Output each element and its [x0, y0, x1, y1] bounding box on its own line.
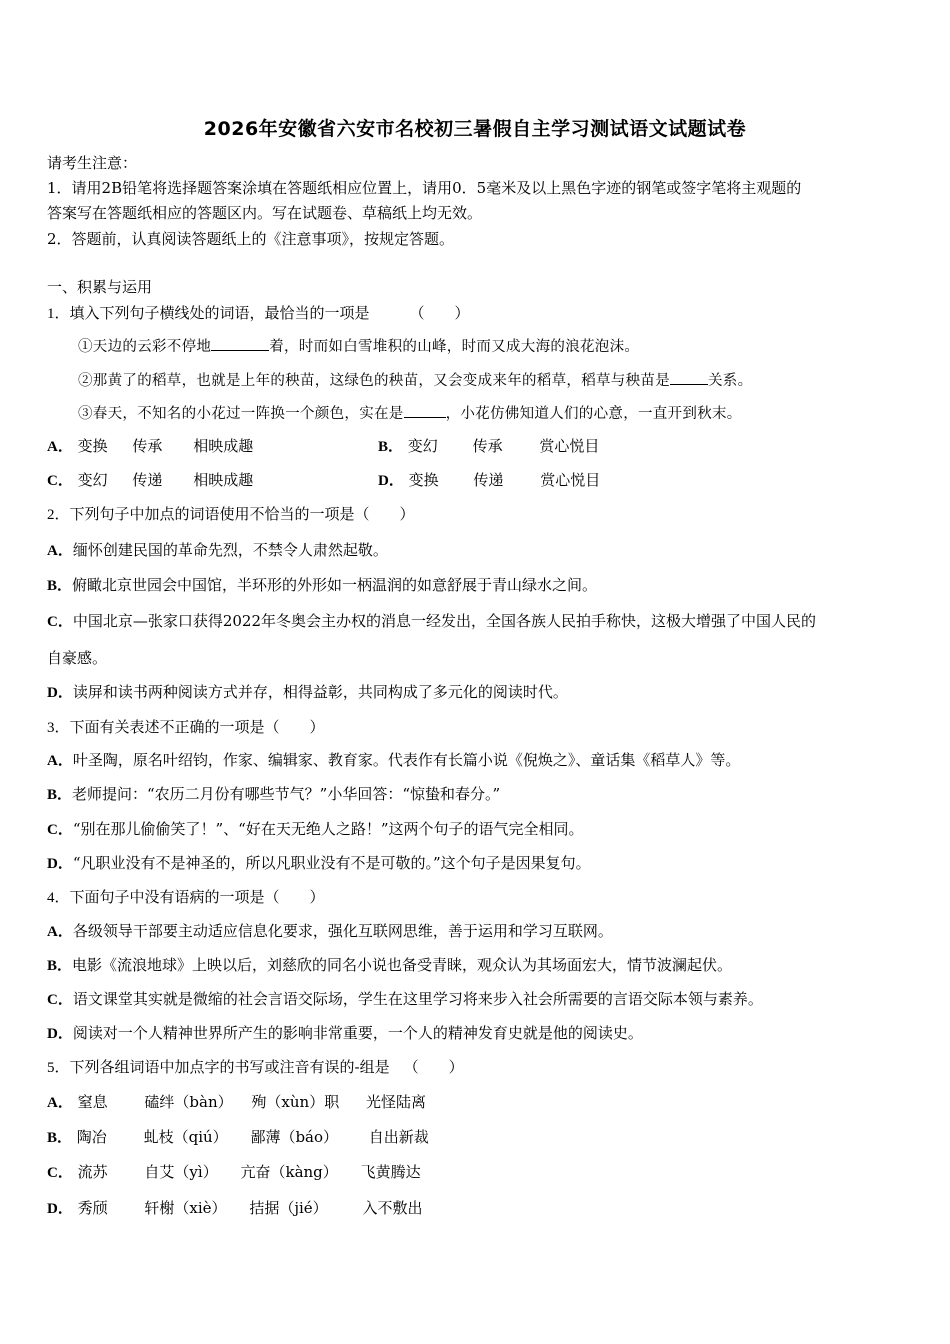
option-word: 传递 [132, 471, 163, 489]
q4-option-c[interactable] [47, 988, 763, 1009]
section-heading: 一、积累与运用 [47, 278, 153, 296]
q1-sentence-3 [78, 402, 742, 423]
option-label: A． [47, 753, 73, 769]
q3-option-c[interactable] [47, 818, 584, 839]
option-word: 拮据（jié） [249, 1199, 328, 1217]
option-word: 陶冶 [76, 1128, 107, 1146]
q1-option-b[interactable] [378, 435, 599, 456]
option-text: 电影《流浪地球》上映以后，刘慈欣的同名小说也备受青睐，观众认为其场面宏大，情节波澜起伏。 [72, 956, 733, 974]
q3-option-a[interactable] [47, 749, 740, 770]
q2-option-c[interactable] [47, 610, 816, 631]
question-number: 4． [47, 890, 70, 906]
option-label: C． [47, 822, 73, 838]
notice-item-1-line-2: 答案写在答题纸相应的答题区内。写在试题卷、草稿纸上均无效。 [47, 204, 483, 222]
question-4 [47, 886, 325, 907]
option-text: 阅读对一个人精神世界所产生的影响非常重要，一个人的精神发育史就是他的阅读史。 [72, 1024, 643, 1042]
option-text: 叶圣陶，原名叶绍钧，作家、编辑家、教育家。代表作有长篇小说《倪焕之》、童话集《稻草人》等。 [72, 751, 741, 769]
q1-sentence-2 [78, 369, 752, 390]
option-label: C． [47, 614, 73, 630]
option-label: A． [47, 1095, 73, 1111]
option-word: 飞黄腾达 [360, 1163, 421, 1181]
option-word: 光怪陆离 [365, 1093, 426, 1111]
option-word: 传承 [472, 437, 503, 455]
sentence-text: ，小花仿佛知道人们的心意，一直开到秋末。 [445, 406, 742, 422]
option-label: D． [47, 1026, 73, 1042]
question-number: 1． [47, 306, 70, 322]
answer-paren: （ ） [409, 304, 470, 322]
question-number: 2． [47, 507, 70, 523]
option-label: B． [47, 578, 73, 594]
option-word: 赏心悦目 [540, 471, 601, 489]
question-stem: 下列句子中加点的词语使用不恰当的一项是（ ） [69, 505, 415, 523]
q1-option-a[interactable] [47, 435, 253, 456]
option-word: 变换 [408, 471, 439, 489]
option-label: A． [47, 543, 73, 559]
option-word: 窒息 [77, 1093, 108, 1111]
option-word: 殉（xùn）职 [251, 1093, 340, 1111]
fill-blank [670, 370, 708, 385]
q5-option-d[interactable] [47, 1197, 422, 1218]
option-text: 老师提问：“农历二月份有哪些节气？”小华回答：“惊蛰和春分。” [72, 785, 501, 803]
option-word: 自出新裁 [368, 1128, 429, 1146]
q4-option-b[interactable] [47, 954, 732, 975]
option-text: 俯瞰北京世园会中国馆，半环形的外形如一柄温润的如意舒展于青山绿水之间。 [72, 576, 598, 594]
q2-option-a[interactable] [47, 539, 388, 560]
option-word: 自艾（yì） [144, 1163, 218, 1181]
q2-option-d[interactable] [47, 681, 568, 702]
q1-sentence-1 [78, 335, 639, 356]
option-text: 语文课堂其实就是微缩的社会言语交际场，学生在这里学习将来步入社会所需要的言语交际本领与素养。 [72, 990, 763, 1008]
q3-option-d[interactable] [47, 852, 591, 873]
option-text: “别在那儿偷偷笑了！”、“好在天无绝人之路！”这两个句子的语气完全相同。 [72, 820, 584, 838]
option-label: C． [47, 992, 73, 1008]
question-number: 3． [47, 720, 70, 736]
option-word: 传递 [473, 471, 504, 489]
fill-blank [404, 403, 446, 418]
option-text: “凡职业没有不是神圣的，所以凡职业没有不是可敬的。”这个句子是因果复句。 [72, 854, 591, 872]
option-word: 秀颀 [77, 1199, 108, 1217]
notice-heading: 请考生注意： [47, 154, 138, 172]
option-word: 赏心悦目 [539, 437, 600, 455]
option-label: D． [47, 856, 73, 872]
question-5 [47, 1056, 464, 1077]
option-label: B． [47, 1130, 73, 1146]
option-word: 磕绊（bàn） [144, 1093, 233, 1111]
question-2 [47, 503, 415, 524]
sentence-text: 着，时而如白雪堆积的山峰，时而又成大海的浪花泡沫。 [269, 339, 640, 355]
question-3 [47, 716, 325, 737]
option-word: 虬枝（qiú） [143, 1128, 228, 1146]
sentence-text: ③春天，不知名的小花过一阵换一个颜色，实在是 [78, 406, 404, 422]
sentence-text: ②那黄了的稻草，也就是上年的秧苗，这绿色的秧苗，又会变成来年的稻草，稻草与秧苗是 [78, 373, 670, 389]
question-stem: 下面句子中没有语病的一项是（ ） [69, 888, 325, 906]
notice-item-2: 2．答题前，认真阅读答题纸上的《注意事项》，按规定答题。 [47, 230, 455, 248]
q4-option-a[interactable] [47, 920, 613, 941]
option-text: 各级领导干部要主动适应信息化要求，强化互联网思维，善于运用和学习互联网。 [72, 922, 613, 940]
option-word: 鄙薄（báo） [250, 1128, 339, 1146]
q1-option-d[interactable] [378, 469, 600, 490]
q5-option-a[interactable] [47, 1091, 426, 1112]
q2-option-b[interactable] [47, 574, 597, 595]
question-1 [47, 302, 470, 323]
option-label: B． [47, 787, 73, 803]
option-text: 缅怀创建民国的革命先烈，不禁令人肃然起敬。 [72, 541, 388, 559]
answer-paren: （ ） [403, 1058, 464, 1076]
sentence-text: ①天边的云彩不停地 [78, 339, 212, 355]
question-stem: 下列各组词语中加点字的书写或注音有误的-组是 [69, 1058, 390, 1076]
page-title: 2026年安徽省六安市名校初三暑假自主学习测试语文试题试卷 [203, 118, 747, 140]
option-label: C． [47, 473, 73, 489]
q2-option-c-continued: 自豪感。 [47, 649, 108, 667]
option-word: 流苏 [77, 1163, 108, 1181]
q1-option-c[interactable] [47, 469, 253, 490]
option-label: D． [378, 473, 404, 489]
option-label: D． [47, 1201, 73, 1217]
option-label: C． [47, 1165, 73, 1181]
option-label: B． [378, 439, 404, 455]
q3-option-b[interactable] [47, 783, 500, 804]
option-word: 入不敷出 [362, 1199, 423, 1217]
notice-item-1-line-1: 1．请用2B铅笔将选择题答案涂填在答题纸相应位置上，请用0．5毫米及以上黑色字迹的钢笔或签字笔将主观题的 [47, 179, 802, 197]
option-label: D． [47, 685, 73, 701]
option-word: 相映成趣 [193, 437, 254, 455]
option-label: A． [47, 439, 73, 455]
option-word: 变幻 [407, 437, 438, 455]
option-word: 轩榭（xiè） [144, 1199, 227, 1217]
option-text: 中国北京—张家口获得2022年冬奥会主办权的消息一经发出，全国各族人民拍手称快，这极大增强了中国人民的 [72, 612, 817, 630]
question-stem: 填入下列句子横线处的词语，最恰当的一项是 [69, 304, 370, 322]
q5-option-b[interactable] [47, 1126, 429, 1147]
option-text: 读屏和读书两种阅读方式并存，相得益彰，共同构成了多元化的阅读时代。 [72, 683, 568, 701]
sentence-text: 关系。 [708, 373, 753, 389]
option-word: 变幻 [77, 471, 108, 489]
question-number: 5． [47, 1060, 70, 1076]
q5-option-c[interactable] [47, 1161, 421, 1182]
option-word: 相映成趣 [193, 471, 254, 489]
fill-blank [211, 336, 269, 351]
q4-option-d[interactable] [47, 1022, 643, 1043]
option-label: B． [47, 958, 73, 974]
option-word: 亢奋（kàng） [240, 1163, 338, 1181]
question-stem: 下面有关表述不正确的一项是（ ） [69, 718, 325, 736]
option-label: A． [47, 924, 73, 940]
option-word: 传承 [132, 437, 163, 455]
option-word: 变换 [77, 437, 108, 455]
